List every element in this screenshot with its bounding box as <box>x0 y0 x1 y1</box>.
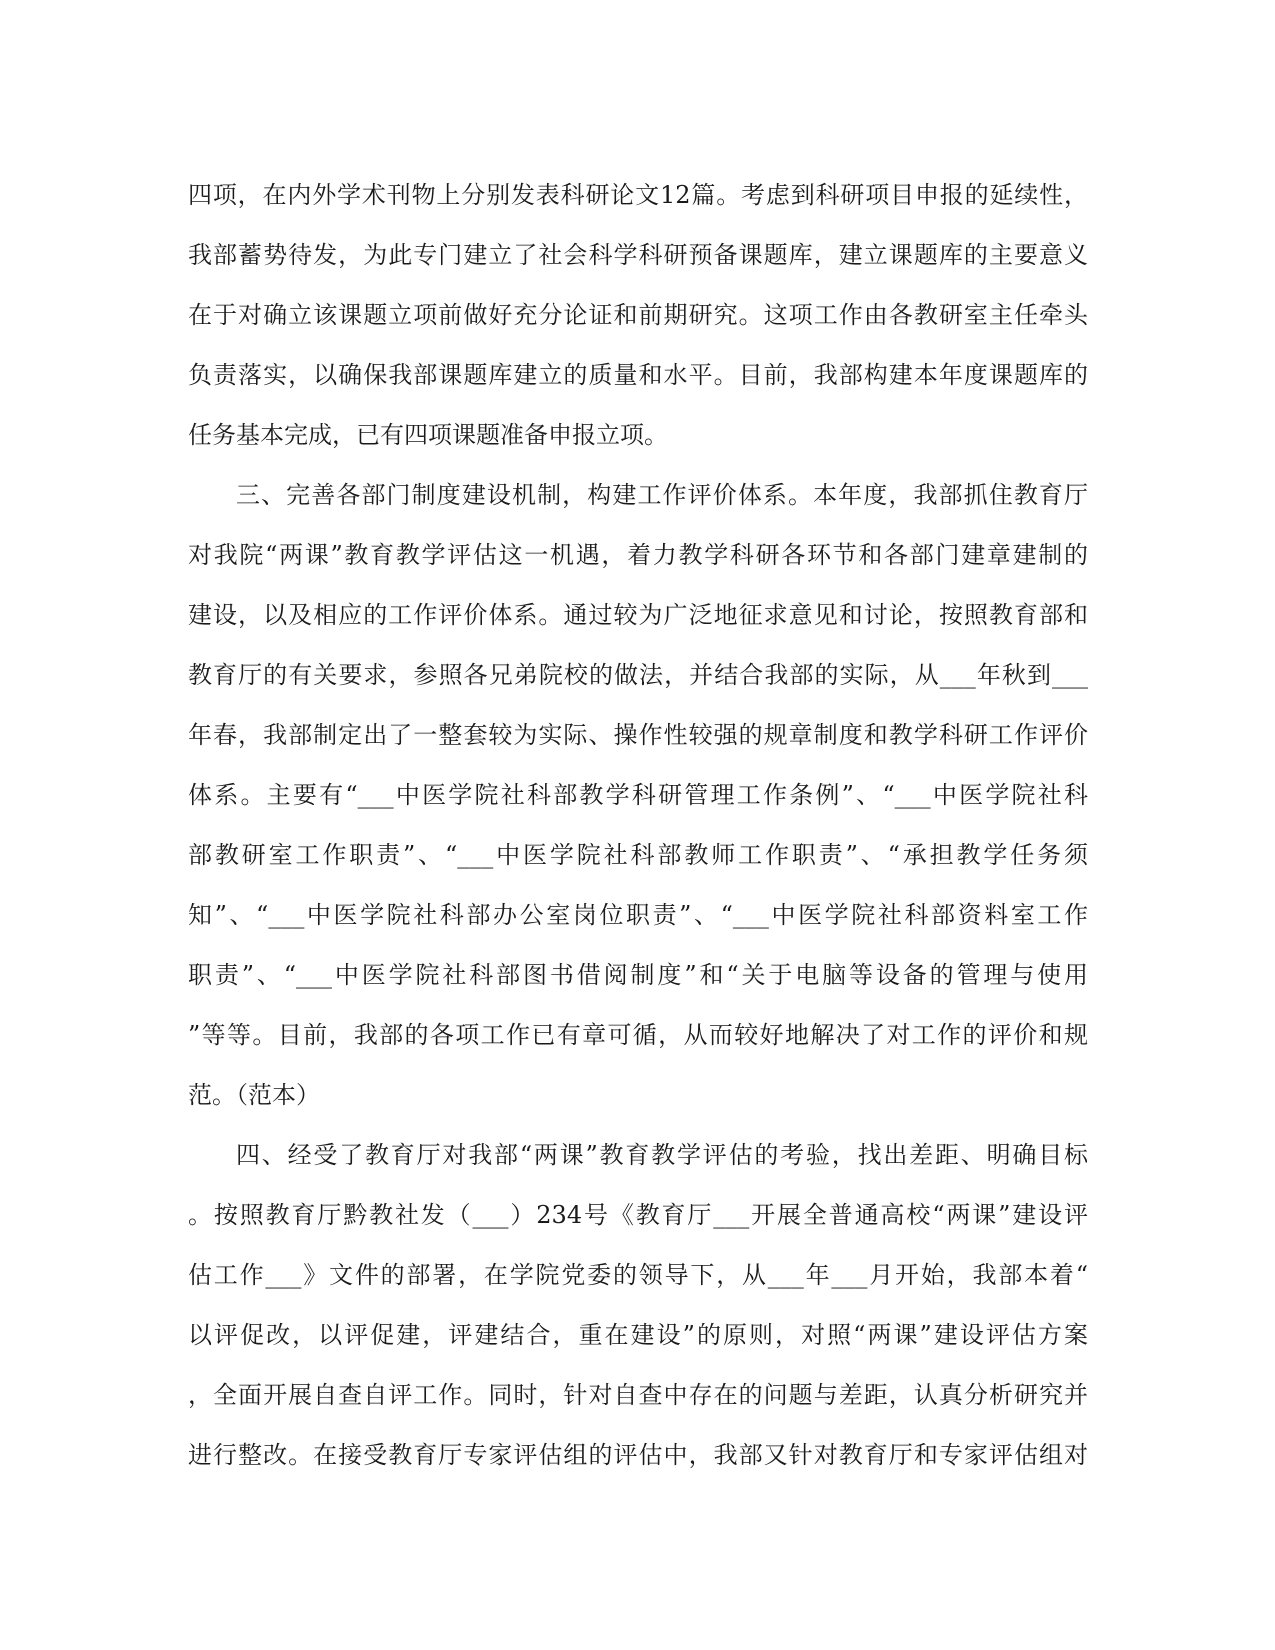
paragraph-section-four <box>188 1125 1088 1485</box>
text-line: 四项，在内外学术刊物上分别发表科研论文12篇。考虑到科研项目申报的延续性， <box>188 181 1088 209</box>
text-line: 范。（范本） <box>188 1081 320 1109</box>
text-line: 对我院“两课”教育教学评估这一机遇，着力教学科研各环节和各部门建章建制的 <box>188 541 1088 569</box>
text-line: 三、完善各部门制度建设机制，构建工作评价体系。本年度，我部抓住教育厅 <box>236 481 1088 509</box>
text-line: 职责”、“___中医学院社科部图书借阅制度”和“关于电脑等设备的管理与使用 <box>188 961 1088 989</box>
text-line: 。按照教育厅黔教社发（___）234号《教育厅___开展全普通高校“两课”建设评 <box>188 1201 1088 1229</box>
text-line: 建设，以及相应的工作评价体系。通过较为广泛地征求意见和讨论，按照教育部和 <box>188 601 1088 629</box>
text-line: 负责落实，以确保我部课题库建立的质量和水平。目前，我部构建本年度课题库的 <box>188 361 1088 389</box>
text-line: 知”、“___中医学院社科部办公室岗位职责”、“___中医学院社科部资料室工作 <box>188 901 1088 929</box>
text-line: 体系。主要有“___中医学院社科部教学科研管理工作条例”、“___中医学院社科 <box>188 781 1088 809</box>
body-text <box>188 165 1088 1485</box>
text-line: 以评促改，以评促建，评建结合，重在建设”的原则，对照“两课”建设评估方案 <box>188 1321 1088 1349</box>
text-line: 任务基本完成，已有四项课题准备申报立项。 <box>188 421 668 449</box>
paragraph-section-three <box>188 465 1088 1125</box>
text-line: ，全面开展自查自评工作。同时，针对自查中存在的问题与差距，认真分析研究并 <box>188 1381 1088 1409</box>
text-line: 年春，我部制定出了一整套较为实际、操作性较强的规章制度和教学科研工作评价 <box>188 721 1088 749</box>
text-line: 我部蓄势待发，为此专门建立了社会科学科研预备课题库，建立课题库的主要意义 <box>188 241 1088 269</box>
text-line: 四、经受了教育厅对我部“两课”教育教学评估的考验，找出差距、明确目标 <box>236 1141 1088 1169</box>
text-line: 教育厅的有关要求，参照各兄弟院校的做法，并结合我部的实际，从___年秋到___ <box>188 661 1088 689</box>
text-line: ”等等。目前，我部的各项工作已有章可循，从而较好地解决了对工作的评价和规 <box>188 1021 1088 1049</box>
text-line: 估工作___》文件的部署，在学院党委的领导下，从___年___月开始，我部本着“ <box>188 1261 1088 1289</box>
text-line: 部教研室工作职责”、“___中医学院社科部教师工作职责”、“承担教学任务须 <box>188 841 1088 869</box>
text-line: 在于对确立该课题立项前做好充分论证和前期研究。这项工作由各教研室主任牵头 <box>188 301 1088 329</box>
paragraph-research-continued <box>188 165 1088 465</box>
text-line: 进行整改。在接受教育厅专家评估组的评估中，我部又针对教育厅和专家评估组对 <box>188 1441 1088 1469</box>
